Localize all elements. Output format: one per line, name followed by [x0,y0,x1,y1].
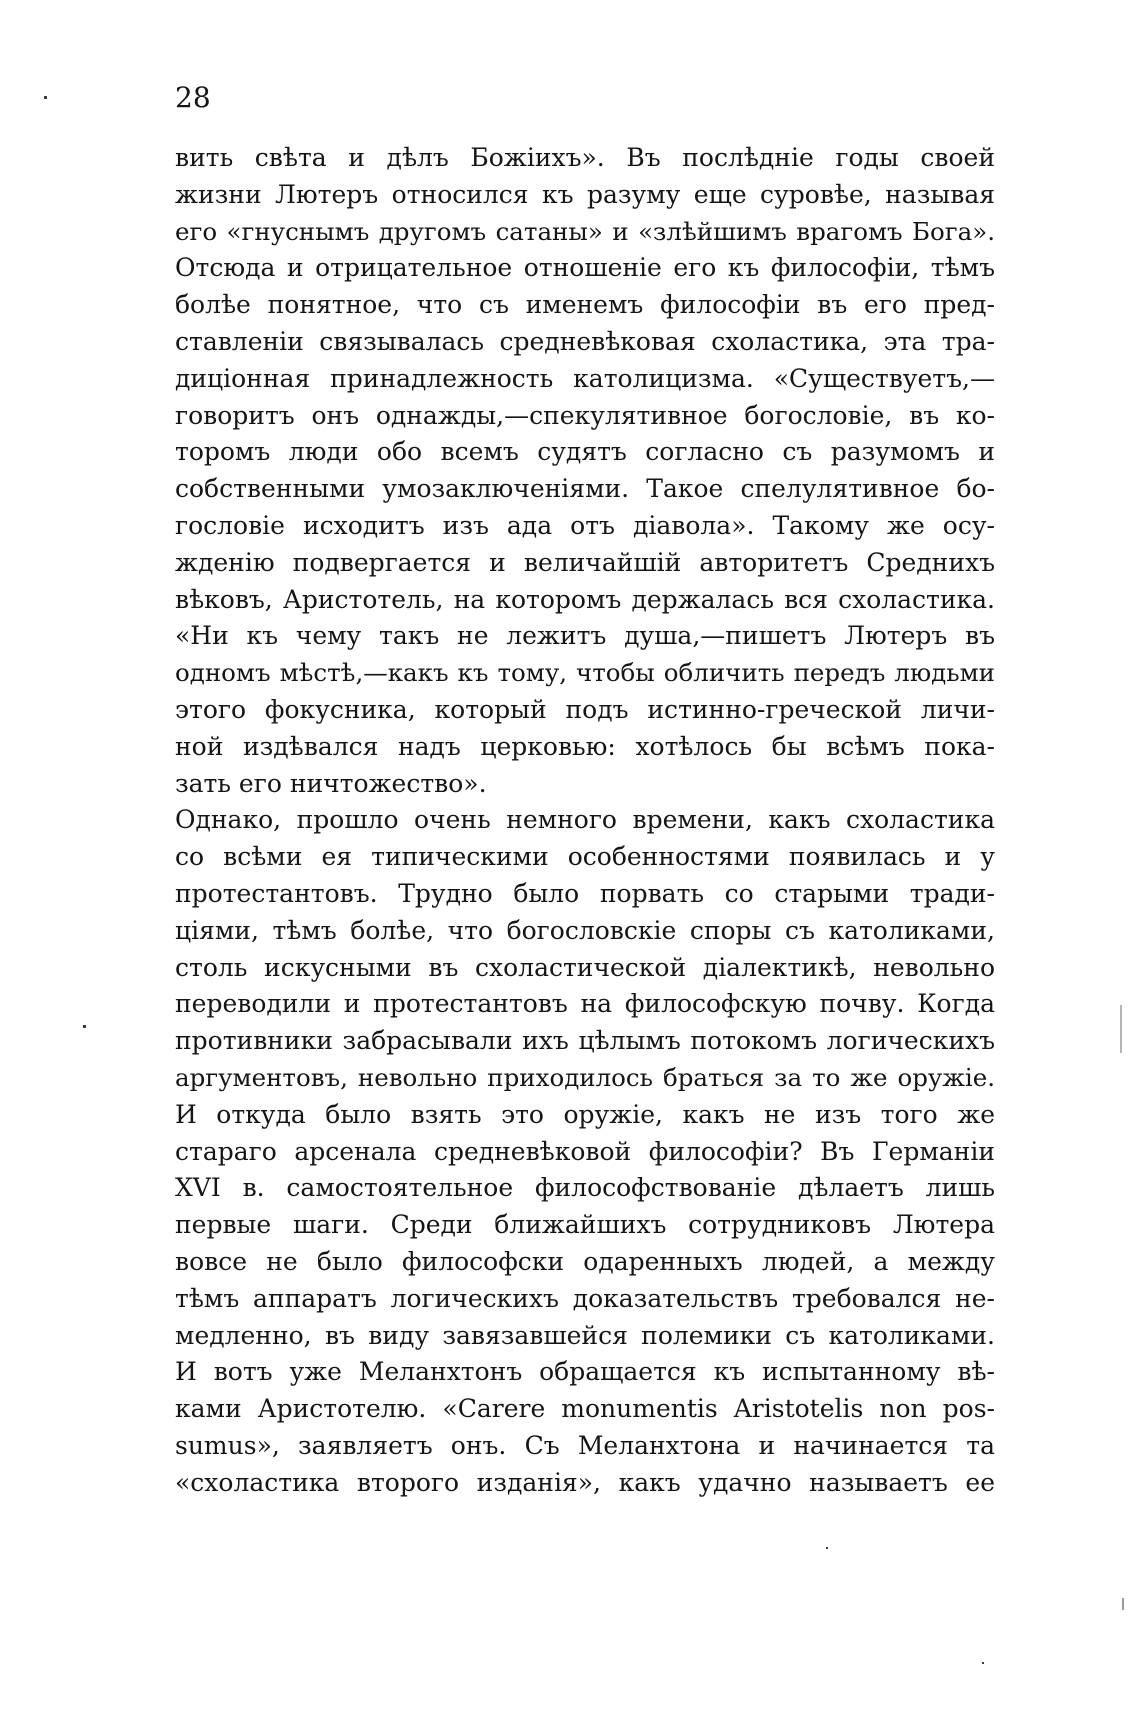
scan-mark [1120,1005,1122,1053]
text-line: этого фокусника, который подъ истинно-греческой личи- [175,694,995,724]
scan-speck [982,1662,984,1664]
scan-mark [1122,1598,1124,1610]
text-line: столь искусными въ схоластической діалектикѣ, невольно [175,952,995,982]
text-line: жденію подвергается и величайшій авторитетъ Среднихъ [175,547,995,577]
text-line: Отсюда и отрицательное отношеніе его къ философіи, тѣмъ [175,253,995,283]
text-line: гословіе исходитъ изъ ада отъ діавола». Такому же осу- [175,510,995,540]
text-line: говоритъ онъ однажды,—спекулятивное богословіе, въ ко- [175,400,995,430]
scan-speck [83,1025,86,1028]
text-line: торомъ люди обо всемъ судятъ согласно съ разумомъ и [175,437,995,467]
text-line: жизни Лютеръ относился къ разуму еще суровѣе, называя [175,179,995,209]
text-line: тѣмъ аппаратъ логическихъ доказательствъ требовался не- [175,1283,995,1313]
text-line: диціонная принадлежность католицизма. «Существуетъ,— [175,363,995,393]
text-line: вѣковъ, Аристотель, на которомъ держалась вся схоластика. [175,584,995,614]
text-line: болѣе понятное, что съ именемъ философіи въ его пред- [175,290,995,320]
text-line: sumus», заявляетъ онъ. Съ Меланхтона и начинается та [175,1430,995,1460]
text-line: «схоластика второго изданія», какъ удачно называетъ ее [175,1467,995,1497]
text-line: вовсе не было философски одаренныхъ людей, а между [175,1246,995,1276]
text-line: медленно, въ виду завязавшейся полемики съ католиками. [175,1320,995,1350]
text-line: ціями, тѣмъ болѣе, что богословскіе споры съ католиками, [175,915,995,945]
text-line: собственными умозаключеніями. Такое спелулятивное бо- [175,474,995,504]
text-line: со всѣми ея типическими особенностями появилась и у [175,842,995,872]
text-line: ками Аристотелю. «Carere monumentis Aristotelis non pos- [175,1394,995,1424]
text-line: ставленіи связывалась средневѣковая схоластика, эта тра- [175,326,995,356]
text-line: стараго арсенала средневѣковой философіи? Въ Германіи [175,1136,995,1166]
text-line: Однако, прошло очень немного времени, какъ схоластика [175,805,995,835]
scan-speck [826,1547,828,1549]
page-number: 28 [175,81,211,114]
text-line: XVI в. самостоятельное философствованіе дѣлаетъ лишь [175,1173,995,1203]
text-line: протестантовъ. Трудно было порвать со старыми тради- [175,878,995,908]
text-line: «Ни къ чему такъ не лежитъ душа,—пишетъ Лютеръ въ [175,621,995,651]
body-text [175,140,995,1501]
text-line: его «гнуснымъ другомъ сатаны» и «злѣйшимъ врагомъ Бога». [175,216,995,246]
text-line: вить свѣта и дѣлъ Божіихъ». Въ послѣдніе годы своей [175,143,995,172]
text-line: И вотъ уже Меланхтонъ обращается къ испытанному вѣ- [175,1357,995,1387]
text-line: переводили и протестантовъ на философскую почву. Когда [175,989,995,1019]
text-line: первые шаги. Среди ближайшихъ сотрудниковъ Лютера [175,1210,995,1240]
text-line: одномъ мѣстѣ,—какъ къ тому, чтобы обличить передъ людьми [175,658,995,688]
text-line: противники забрасывали ихъ цѣлымъ потокомъ логическихъ [175,1026,995,1056]
text-line: зать его ничтожество». [175,768,487,798]
text-line: И откуда было взять это оружіе, какъ не изъ того же [175,1099,995,1129]
text-line: ной издѣвался надъ церковью: хотѣлось бы всѣмъ пока- [175,731,995,761]
text-line: аргументовъ, невольно приходилось браться за то же оружіе. [175,1062,995,1092]
scan-speck [44,96,47,99]
